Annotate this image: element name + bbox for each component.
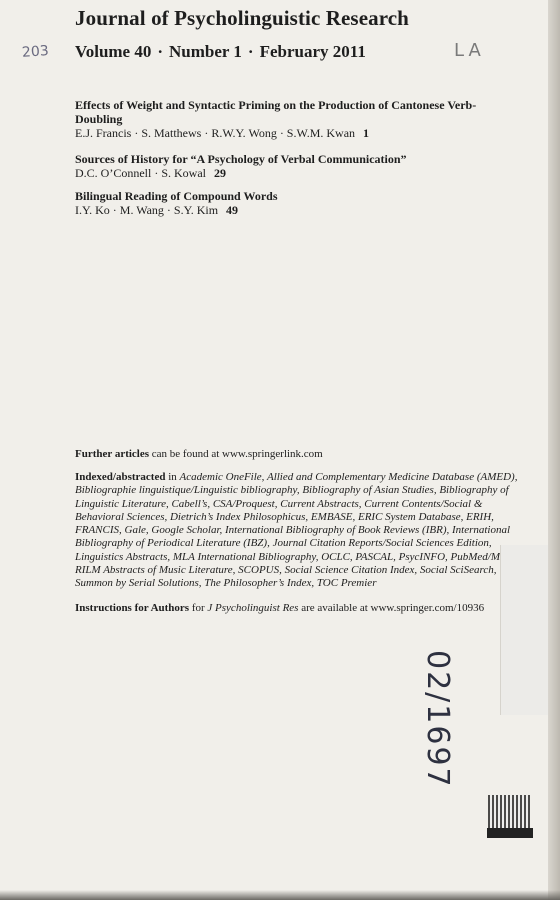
toc-entry — [75, 98, 495, 140]
handwritten-note-right: LA — [454, 40, 485, 61]
separator: · — [157, 42, 164, 61]
issue-date: February 2011 — [259, 42, 366, 61]
toc-entry — [75, 152, 495, 180]
instructions-for-authors: Instructions for Authors for J Psycholinguist Res are available at www.springer.com/10936 — [75, 602, 485, 614]
handwritten-call-number: 02/1697 — [420, 650, 455, 789]
toc-entry — [75, 189, 495, 217]
article-authors: D.C. O’Connell · S. Kowal 29 — [75, 166, 226, 180]
page-bottom-shadow — [0, 890, 560, 900]
journal-title: Journal of Psycholinguistic Research — [75, 6, 409, 30]
article-authors: E.J. Francis · S. Matthews · R.W.Y. Wong · S.W.M. Kwan 1 — [75, 126, 370, 140]
number: Number 1 — [169, 42, 242, 61]
indexed-abstracted: Indexed/abstracted in Academic OneFile, Allied and Complementary Medicine Database (AMED), Bibliographie linguistique/Linguistic bibliography, Bibliography of Asian Studies, Bibliography of Linguistic Literature, Cabell’s, CSA/Proquest, Current Abstracts, Current Contents/Social & Behavioral Sciences, Dietrich’s Index Philosophicus, EMBASE, ERIC System Database, ERIH, FRANCIS, Gale, Google Scholar, International Bibliography of Book Reviews (IBR), International Bibliography of Periodical Literature (IBZ), Journal Citation Reports/Social Sciences Edition, Linguistics Abstracts, MLA International Bibliography, OCLC, PASCAL, PsycINFO, PubMed/M RILM Abstracts of Music Literature, SCOPUS, Social Science Citation Index, Social SciSearch, Summon by Serial Solutions, The Philosopher’s Index, TOC Premier — [75, 471, 518, 590]
volume: Volume 40 — [75, 42, 152, 61]
article-title: Sources of History for “A Psychology of Verbal Communication” — [75, 152, 407, 166]
article-authors: I.Y. Ko · M. Wang · S.Y. Kim 49 — [75, 203, 239, 217]
label-sticker — [500, 545, 548, 715]
issue-line — [75, 42, 366, 62]
article-title: Effects of Weight and Syntactic Priming on the Production of Cantonese Verb-Doubling — [75, 98, 477, 126]
article-title: Bilingual Reading of Compound Words — [75, 189, 278, 203]
page-number: 49 — [226, 203, 239, 217]
page-number: 1 — [363, 126, 370, 140]
separator: · — [247, 42, 254, 61]
page-number: 29 — [214, 166, 226, 180]
page-edge — [548, 0, 560, 900]
barcode-label-icon — [487, 828, 533, 838]
handwritten-note-left: 203 — [21, 43, 50, 61]
further-articles: Further articles can be found at www.springerlink.com — [75, 448, 323, 460]
